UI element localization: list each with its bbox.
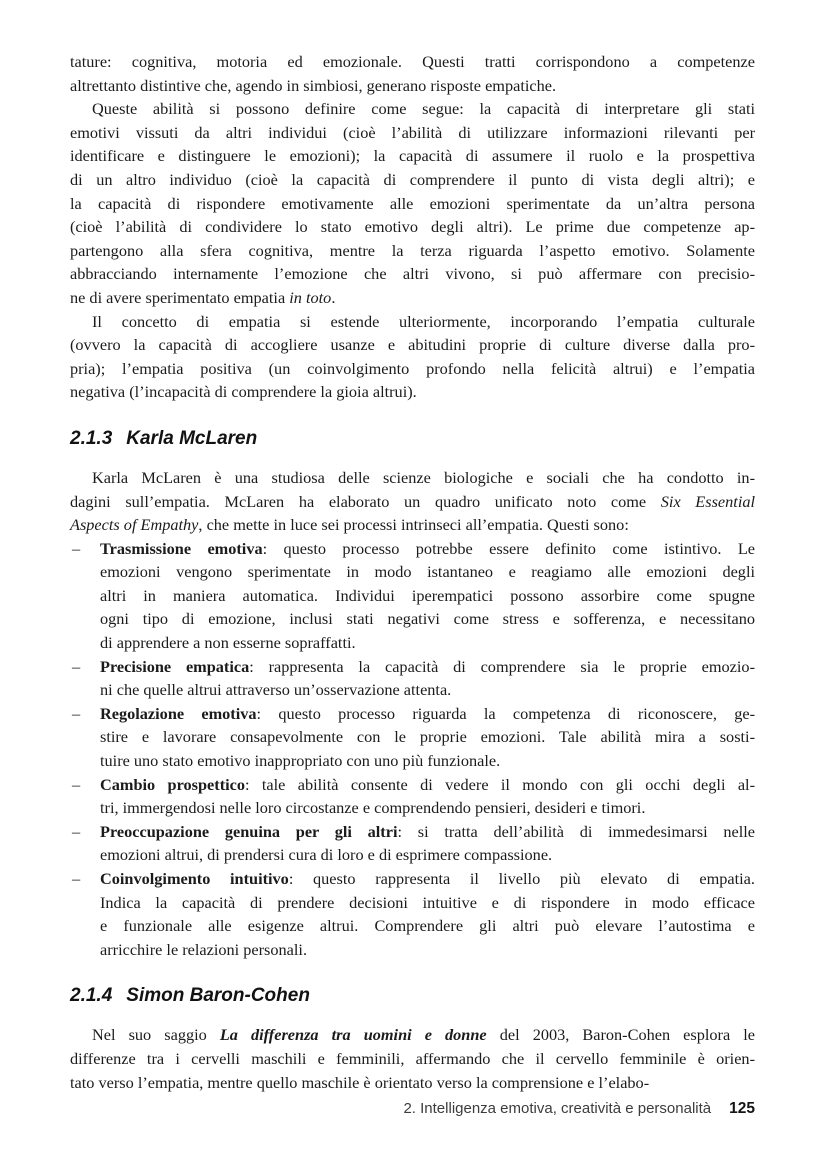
text-line: emozioni altrui, di prendersi cura di loro e di esprimere compassione. bbox=[100, 845, 553, 865]
text-line: e funzionale alle esigenze altrui. Comprendere gli altri può elevare l’autostima e bbox=[100, 916, 755, 936]
paragraph bbox=[70, 97, 755, 309]
paragraph bbox=[70, 310, 755, 404]
list-item bbox=[70, 702, 755, 773]
text-line: di un altro individuo (cioè la capacità di comprendere il punto di vista degli altri); e bbox=[70, 169, 755, 189]
list-item bbox=[70, 820, 755, 867]
text-line: Trasmissione emotiva: questo processo potrebbe essere definito come istintivo. Le bbox=[100, 538, 755, 558]
text-line: Precisione empatica: rappresenta la capacità di comprendere sia le proprie emozio- bbox=[100, 656, 755, 676]
list-dash-icon: – bbox=[72, 869, 81, 888]
text-line: arricchire le relazioni personali. bbox=[100, 939, 308, 959]
section-title: Karla McLaren bbox=[126, 427, 258, 449]
text-line: negativa (l’incapacità di comprendere la gioia altrui). bbox=[70, 382, 417, 402]
text-line: altrettanto distintive che, agendo in simbiosi, generano risposte empatiche. bbox=[70, 75, 557, 95]
text-column bbox=[70, 50, 755, 1094]
text-line: (cioè l’abilità di condividere lo stato emotivo degli altri). Le prime due competenze ap- bbox=[70, 217, 755, 237]
text-line: emotivi vissuti da altri individui (cioè l’abilità di utilizzare informazioni rilevanti per bbox=[70, 122, 755, 142]
paragraph bbox=[70, 1023, 755, 1094]
footer-chapter-title: 2. Intelligenza emotiva, creatività e personalità bbox=[403, 1100, 712, 1117]
text-line: stire e lavorare consapevolmente con le proprie emozioni. Tale abilità mira a sosti- bbox=[100, 727, 755, 747]
text-line: altri in maniera automatica. Individui iperempatici possono assorbire come spugne bbox=[100, 585, 755, 605]
text-line: partengono alla sfera cognitiva, mentre la terza riguarda l’aspetto emotivo. Solamente bbox=[70, 240, 755, 260]
text-line: ogni tipo di emozione, inclusi stati negativi come stress e sofferenza, e necessitano bbox=[100, 609, 755, 629]
list-dash-icon: – bbox=[72, 821, 81, 841]
text-line: tuire uno stato emotivo inappropriato con uno più funzionale. bbox=[100, 751, 501, 771]
text-line: Aspects of Empathy, che mette in luce sei processi intrinseci all’empatia. Questi sono: bbox=[70, 515, 629, 535]
text-line: identificare e distinguere le emozioni); la capacità di assumere il ruolo e la prospettiva bbox=[70, 146, 755, 166]
text-line: ni che quelle altrui attraverso un’osservazione attenta. bbox=[100, 680, 452, 700]
text-line: Karla McLaren è una studiosa delle scienze biologiche e sociali che ha condotto in- bbox=[92, 467, 755, 487]
list-dash-icon: – bbox=[72, 703, 81, 723]
text-line: (ovvero la capacità di accogliere usanze e abitudini proprie di culture diverse dalla pro- bbox=[70, 335, 755, 355]
text-line: Coinvolgimento intuitivo: questo rappresenta il livello più elevato di empatia. bbox=[100, 869, 755, 888]
list-item bbox=[70, 867, 755, 961]
list-dash-icon: – bbox=[72, 538, 81, 558]
section-number: 2.1.3 bbox=[70, 427, 113, 449]
paragraph bbox=[70, 50, 755, 97]
text-line: Regolazione emotiva: questo processo riguarda la competenza di riconoscere, ge- bbox=[100, 703, 755, 723]
list-item bbox=[70, 655, 755, 702]
text-line: tri, immergendosi nelle loro circostanze e comprendendo pensieri, desideri e timori. bbox=[100, 798, 646, 818]
section-number: 2.1.4 bbox=[70, 985, 113, 1007]
text-line: di apprendere a non esserne sopraffatti. bbox=[100, 633, 356, 653]
text-line: Preoccupazione genuina per gli altri: si tratta dell’abilità di immedesimarsi nelle bbox=[100, 821, 755, 841]
text-line: la capacità di rispondere emotivamente alle emozioni sperimentate da un’altra persona bbox=[70, 193, 755, 213]
text-line: dagini sull’empatia. McLaren ha elaborato un quadro unificato noto come Six Essential bbox=[70, 491, 756, 511]
page-footer bbox=[403, 1099, 755, 1118]
text-line: ne di avere sperimentato empatia in toto. bbox=[70, 287, 336, 307]
text-line: Queste abilità si possono definire come segue: la capacità di interpretare gli stati bbox=[92, 99, 755, 119]
text-line: tature: cognitiva, motoria ed emozionale. Questi tratti corrispondono a competenze bbox=[70, 52, 755, 71]
text-line: Indica la capacità di prendere decisioni intuitive e di rispondere in modo efficace bbox=[100, 892, 755, 912]
section-title: Simon Baron-Cohen bbox=[126, 985, 310, 1007]
text-line: Nel suo saggio La differenza tra uomini e donne del 2003, Baron-Cohen esplora le bbox=[92, 1025, 756, 1045]
section-heading bbox=[70, 983, 755, 1009]
list-dash-icon: – bbox=[72, 774, 81, 794]
text-line: Il concetto di empatia si estende ulteriormente, incorporando l’empatia culturale bbox=[92, 311, 755, 331]
text-line: differenze tra i cervelli maschili e femminili, affermando che il cervello femminile è orien- bbox=[70, 1048, 755, 1068]
text-line: emozioni vengono sperimentate in modo istantaneo e reagiamo alle emozioni degli bbox=[100, 562, 755, 582]
text-line: abbracciando internamente l’emozione che altri vivono, si può affermare con precisio- bbox=[70, 264, 755, 284]
list-item bbox=[70, 537, 755, 655]
text-line: tato verso l’empatia, mentre quello maschile è orientato verso la comprensione e l’elabo- bbox=[70, 1072, 650, 1092]
list-dash-icon: – bbox=[72, 656, 81, 676]
text-line: Cambio prospettico: tale abilità consente di vedere il mondo con gli occhi degli al- bbox=[100, 774, 756, 794]
section-heading bbox=[70, 426, 755, 452]
page-number: 125 bbox=[729, 1100, 755, 1117]
text-line: pria); l’empatia positiva (un coinvolgimento profondo nella felicità altrui) e l’empatia bbox=[70, 358, 755, 378]
paragraph bbox=[70, 466, 755, 537]
list-item bbox=[70, 773, 755, 820]
